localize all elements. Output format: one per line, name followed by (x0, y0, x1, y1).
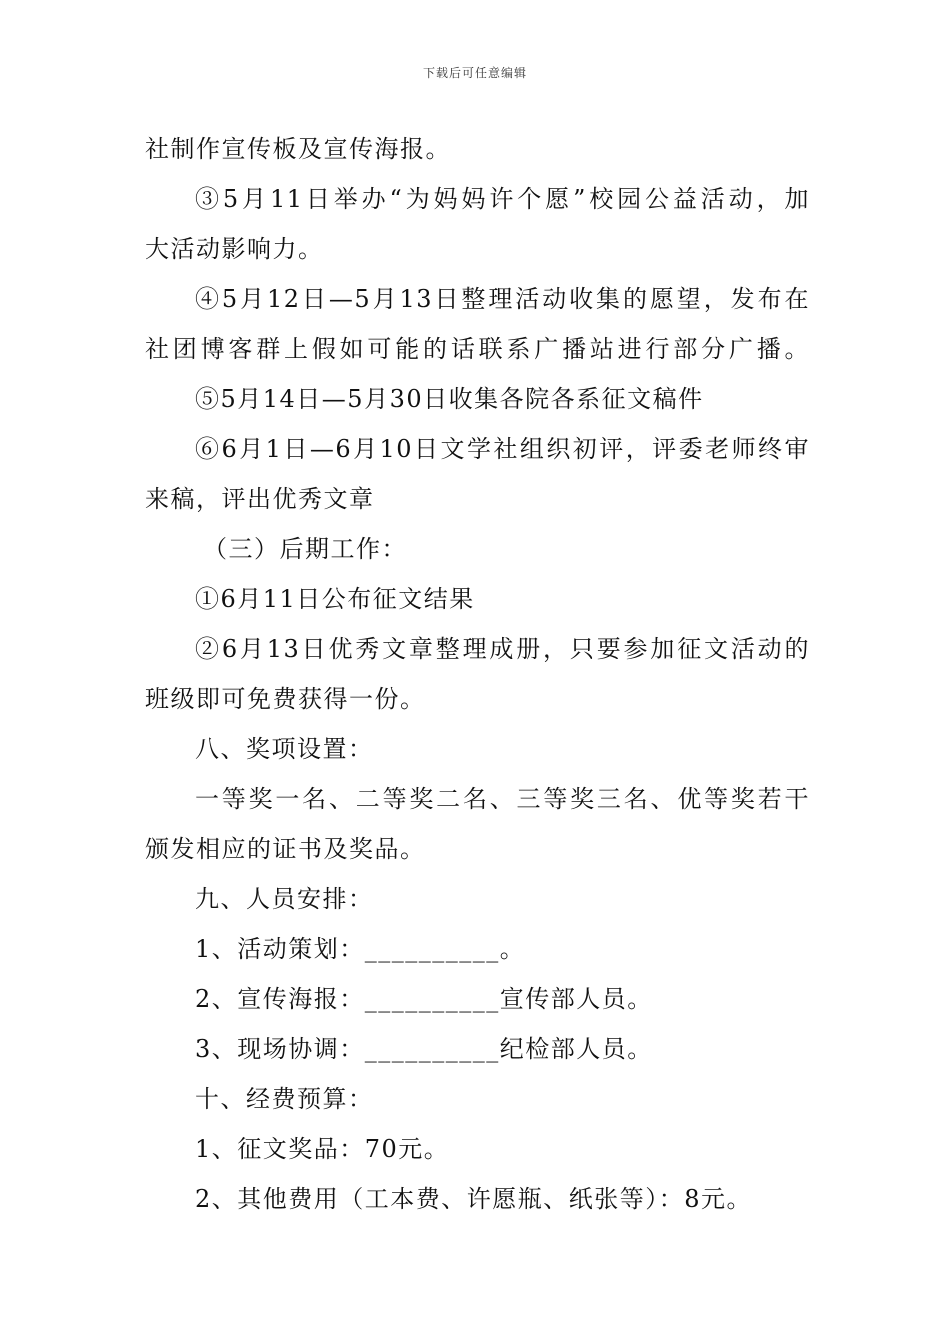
document-body (145, 124, 810, 1224)
section-heading: 八、奖项设置： (195, 735, 374, 763)
list-item: 2、其他费用（工本费、许愿瓶、纸张等）：8元。 (195, 1185, 753, 1213)
list-item: 3、现场协调：__________纪检部人员。 (195, 1035, 653, 1063)
section-heading: （三）后期工作： (203, 535, 407, 563)
paragraph-line: ①6月11日公布征文结果 (195, 585, 475, 613)
paragraph-line: 班级即可免费获得一份。 (145, 685, 426, 713)
page-header: 下载后可任意编辑 (422, 66, 527, 80)
paragraph-line: 社制作宣传板及宣传海报。 (145, 135, 451, 163)
paragraph-line: 来稿，评出优秀文章 (145, 485, 375, 513)
paragraph-line: ③5月11日举办“为妈妈许个愿”校园公益活动，加 (195, 185, 810, 213)
paragraph-line: 颁发相应的证书及奖品。 (145, 835, 426, 863)
list-item: 1、征文奖品：70元。 (195, 1135, 450, 1163)
paragraph-line: 社团博客群上假如可能的话联系广播站进行部分广播。 (145, 335, 810, 363)
paragraph-line: 大活动影响力。 (145, 235, 324, 263)
list-item: 2、宣传海报：__________宣传部人员。 (195, 985, 653, 1013)
section-heading: 九、人员安排： (195, 885, 374, 913)
paragraph-line: ⑥6月1日—6月10日文学社组织初评，评委老师终审 (195, 435, 810, 463)
list-item: 1、活动策划：__________。 (195, 935, 526, 963)
paragraph-line: ②6月13日优秀文章整理成册，只要参加征文活动的 (195, 635, 810, 663)
paragraph-line: 一等奖一名、二等奖二名、三等奖三名、优等奖若干 (195, 785, 810, 813)
paragraph-line: ⑤5月14日—5月30日收集各院各系征文稿件 (195, 385, 704, 413)
section-heading: 十、经费预算： (195, 1085, 374, 1113)
paragraph-line: ④5月12日—5月13日整理活动收集的愿望，发布在 (195, 285, 810, 313)
